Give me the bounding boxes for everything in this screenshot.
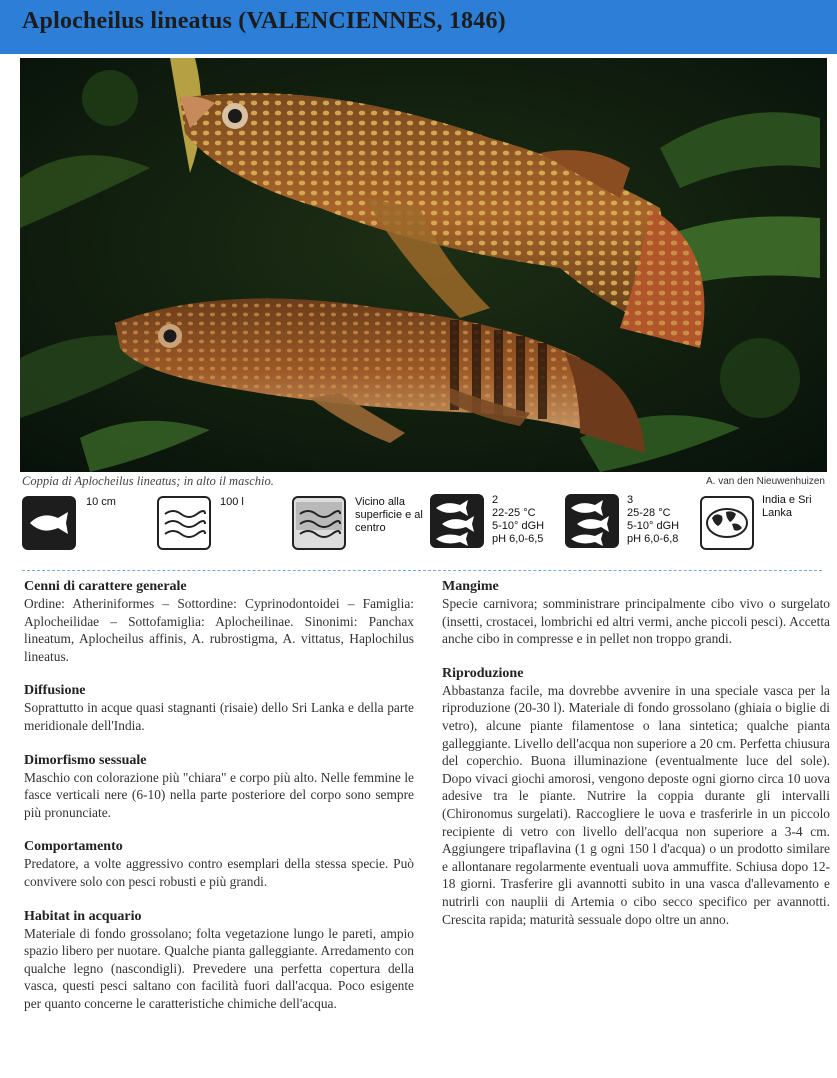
section-behaviour: [24, 838, 414, 890]
section-heading: Cenni di carattere generale: [24, 579, 187, 594]
section-text: Ordine: Atheriniformes – Sottordine: Cyprinodontoidei – Famiglia: Aplocheilidae – Sottofamiglia: Aplocheilinae. Sinonimi: Panchax lineatum, Aplocheilus affinis, A. rubrostigma, A. vittatus, Haplochilus lineatus.: [24, 596, 414, 664]
swimming-zone-icon: [292, 496, 346, 550]
zone-value: Vicino alla superficie e al centro: [355, 496, 423, 534]
group-a-hardness: 5-10° dGH: [492, 520, 545, 532]
origin-value: India e Sri Lanka: [762, 494, 812, 519]
group-b-number: 3: [627, 494, 634, 506]
section-sexual-dimorphism: [24, 752, 414, 822]
fish-size-icon: [22, 496, 76, 550]
section-heading: Mangime: [442, 579, 499, 594]
tank-volume-icon: [157, 496, 211, 550]
section-aquarium-habitat: [24, 908, 414, 1013]
info-icons-row: [22, 492, 827, 554]
group-b-params: [627, 494, 679, 546]
species-title: Aplocheilus lineatus (VALENCIENNES, 1846): [22, 8, 506, 34]
title-bar: [0, 0, 837, 54]
section-heading: Diffusione: [24, 683, 86, 699]
section-heading: Dimorfismo sessuale: [24, 752, 147, 768]
section-text: Materiale di fondo grossolano; folta vegetazione lungo le pareti, ampio spazio libero per nuotare. Qualche pianta galleggiante. Arredamento con qualche legno (nascondigli). Prevedere una perfetta copertura della vasca, questi pesci saltano con facilità fuori dall'acqua. Poco esigente per quanto concerne le caratteristiche chimiche dell'acqua.: [24, 925, 414, 1011]
school-fish-icon: [565, 494, 619, 548]
section-heading: Comportamento: [24, 839, 123, 855]
section-heading: Habitat in acquario: [24, 908, 142, 924]
section-reproduction: [442, 665, 830, 928]
school-fish-icon: [430, 494, 484, 548]
section-text: Abbastanza facile, ma dovrebbe avvenire in una speciale vasca per la riproduzione (20-30 l). Materiale di fondo grossolano (ghiaia o biglie di vetro), alcune piante filamentose o lana sintetica; qualche pianta galleggiante. Livello dell'acqua non superiore a 20 cm. Perfetta chiusura del coperchio. Buona illuminazione (eventualmente luce del sole). Dopo vivaci giochi amorosi, vengono deposte ogni giorno circa 10 uova adesive tra le piante. Nutrire la coppia durante gli intervalli (Chironomus surgelati). Raccogliere le uova e trasferirle in un piccolo recipiente di vetro con livello dell'acqua non superiore a 3-4 cm. Aggiungere tripaflavina (1 g ogni 150 l d'acqua) o un prodotto similare e allontanare regolarmente eventuali uova ammuffite. Schiusa dopo 12-18 giorni. Trasferire gli avannotti subito in una vasca d'allevamento e nutrirli con nauplii di Artemia o cibo secco specifico per avannotti. Crescita rapida; maturità sessuale dopo oltre un anno.: [442, 682, 830, 927]
group-a-params: [492, 494, 544, 546]
section-text: Soprattutto in acque quasi stagnanti (risaie) dello Sri Lanka e della parte meridionale dell'India.: [24, 700, 414, 733]
photo-caption: Coppia di Aplocheilus lineatus; in alto il maschio.: [22, 474, 274, 488]
group-b-ph: pH 6,0-6,8: [627, 533, 679, 545]
section-food: [442, 578, 830, 648]
group-b-temperature: 25-28 °C: [627, 507, 671, 519]
section-text: Specie carnivora; somministrare principalmente cibo vivo o surgelato (insetti, crostacei, lombrichi ed altri vermi, anche piccoli pesci). Accetta anche cibo in compresse e in pellet non troppo grandi.: [442, 596, 830, 647]
volume-value: 100 l: [220, 496, 244, 508]
group-a-ph: pH 6,0-6,5: [492, 533, 544, 545]
group-a-number: 2: [492, 494, 499, 506]
size-value: 10 cm: [86, 496, 116, 508]
section-text: Predatore, a volte aggressivo contro esemplari della stessa specie. Può convivere solo con pesci robusti e più grandi.: [24, 856, 414, 889]
left-column: [24, 578, 414, 1030]
section-distribution: [24, 682, 414, 734]
fish-photo: [20, 58, 827, 472]
globe-icon: [700, 496, 754, 550]
section-divider: [22, 570, 822, 571]
group-a-temperature: 22-25 °C: [492, 507, 536, 519]
photo-credit: A. van den Nieuwenhuizen: [706, 476, 825, 487]
right-column: [442, 578, 830, 945]
section-text: Maschio con colorazione più "chiara" e corpo più alto. Nelle femmine le fasce verticali nere (6-10) nella parte posteriore del corpo sono sempre più pronunciate.: [24, 769, 414, 820]
section-heading: Riproduzione: [442, 665, 524, 681]
group-b-hardness: 5-10° dGH: [627, 520, 680, 532]
section-general: [24, 578, 414, 665]
